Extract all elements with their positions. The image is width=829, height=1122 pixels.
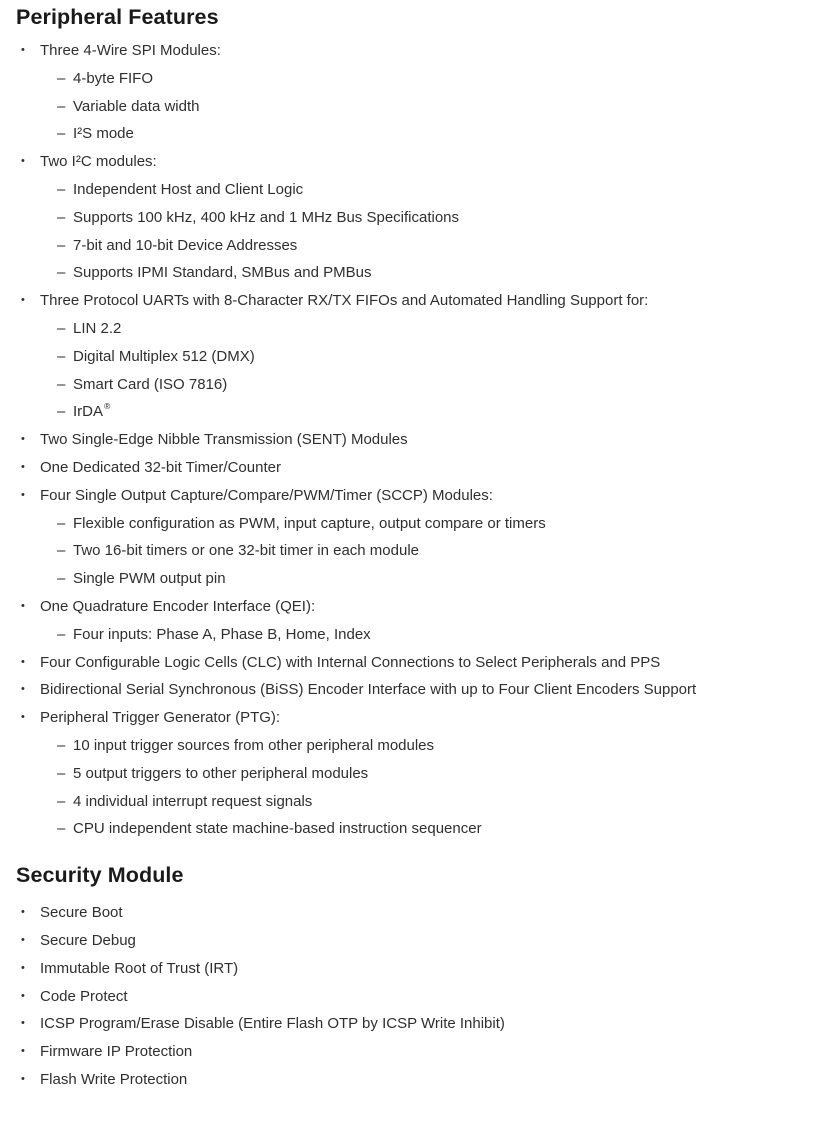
list-item — [0, 482, 829, 510]
list-subitem-text: LIN 2.2 — [73, 319, 122, 337]
list-subitem — [0, 760, 829, 788]
list-subitem — [0, 232, 829, 260]
list-subitem — [0, 815, 829, 843]
list-item-text: Firmware IP Protection — [40, 1043, 193, 1061]
list-item — [0, 148, 829, 176]
list-item — [0, 287, 829, 315]
bullet-marker: • — [21, 683, 25, 696]
bullet-marker: • — [21, 711, 25, 724]
list-item — [0, 1066, 829, 1094]
dash-marker: – — [57, 820, 66, 838]
dash-marker: – — [57, 347, 66, 365]
list-subitem-text: 5 output triggers to other peripheral modules — [73, 764, 369, 782]
list-item — [0, 1010, 829, 1038]
peripheral-features-list — [0, 37, 829, 843]
list-subitem-text: Variable data width — [73, 97, 200, 115]
list-subitem-text: CPU independent state machine-based instruction sequencer — [73, 820, 482, 838]
dash-marker: – — [57, 403, 66, 421]
list-subitem-text: 10 input trigger sources from other peripheral modules — [73, 736, 435, 754]
dash-marker: – — [57, 514, 66, 532]
list-item-text: Three 4-Wire SPI Modules: — [40, 42, 221, 59]
list-item-text: Peripheral Trigger Generator (PTG): — [40, 709, 281, 727]
bullet-marker: • — [21, 44, 25, 56]
list-item-text: Code Protect — [40, 987, 128, 1005]
bullet-marker: • — [21, 1045, 25, 1058]
list-subitem-text: Single PWM output pin — [73, 570, 226, 588]
bullet-marker: • — [21, 655, 25, 668]
list-item-text: Flash Write Protection — [40, 1070, 188, 1088]
dash-marker: – — [57, 97, 66, 115]
list-subitem — [0, 732, 829, 760]
bullet-marker: • — [21, 1017, 25, 1030]
list-subitem — [0, 621, 829, 649]
list-item — [0, 704, 829, 732]
list-item — [0, 955, 829, 983]
dash-marker: – — [57, 764, 66, 782]
list-item-text: Two Single-Edge Nibble Transmission (SENT) Modules — [40, 431, 408, 449]
bullet-marker: • — [21, 488, 25, 501]
section-title-peripheral-features: Peripheral Features — [16, 5, 219, 29]
list-item-text: One Dedicated 32-bit Timer/Counter — [40, 458, 281, 476]
list-item-text: Secure Debug — [40, 931, 136, 949]
bullet-marker: • — [21, 433, 25, 446]
list-subitem — [0, 176, 829, 204]
list-subitem — [0, 65, 829, 93]
list-subitem-text: 4 individual interrupt request signals — [73, 792, 313, 810]
bullet-marker: • — [21, 989, 25, 1002]
list-item — [0, 426, 829, 454]
list-item-text: One Quadrature Encoder Interface (QEI): — [40, 597, 316, 615]
list-item — [0, 1038, 829, 1066]
section-title-security-module: Security Module — [16, 863, 184, 888]
list-subitem — [0, 537, 829, 565]
bullet-marker: • — [21, 933, 25, 946]
list-subitem — [0, 259, 829, 287]
list-subitem-text: Independent Host and Client Logic — [73, 180, 304, 198]
list-item — [0, 649, 829, 677]
list-subitem-text: Supports 100 kHz, 400 kHz and 1 MHz Bus Specifications — [73, 208, 460, 226]
dash-marker: – — [57, 319, 66, 337]
list-item-text: ICSP Program/Erase Disable (Entire Flash OTP by ICSP Write Inhibit) — [40, 1015, 505, 1033]
list-subitem — [0, 788, 829, 816]
list-subitem-text: Flexible configuration as PWM, input capture, output compare or timers — [73, 514, 546, 532]
list-item — [0, 593, 829, 621]
bullet-marker: • — [21, 906, 25, 919]
list-item-text: Two I²C modules: — [40, 153, 157, 171]
bullet-marker: • — [21, 294, 25, 307]
dash-marker: – — [57, 625, 66, 643]
list-item — [0, 454, 829, 482]
list-item-text: Secure Boot — [40, 904, 123, 922]
dash-marker: – — [57, 208, 66, 226]
list-subitem — [0, 204, 829, 232]
dash-marker: – — [57, 264, 66, 282]
dash-marker: – — [57, 736, 66, 754]
list-subitem-text: Two 16-bit timers or one 32-bit timer in each module — [73, 542, 419, 560]
list-subitem-text: Digital Multiplex 512 (DMX) — [73, 347, 255, 365]
list-subitem-text: Smart Card (ISO 7816) — [73, 375, 228, 393]
list-item-text: Four Single Output Capture/Compare/PWM/Timer (SCCP) Modules: — [40, 486, 493, 504]
bullet-marker: • — [21, 460, 25, 473]
list-subitem — [0, 120, 829, 148]
list-item — [0, 927, 829, 955]
dash-marker: – — [57, 236, 66, 254]
list-subitem — [0, 343, 829, 371]
list-item-text: Immutable Root of Trust (IRT) — [40, 959, 239, 977]
dash-marker: – — [57, 570, 66, 588]
list-item — [0, 676, 829, 704]
list-subitem-text: Supports IPMI Standard, SMBus and PMBus — [73, 264, 372, 282]
dash-marker: – — [57, 792, 66, 810]
list-subitem — [0, 93, 829, 121]
list-subitem — [0, 510, 829, 538]
list-subitem-text: 7-bit and 10-bit Device Addresses — [73, 236, 298, 254]
list-item-text: Four Configurable Logic Cells (CLC) with Internal Connections to Select Peripherals and PPS — [40, 653, 661, 671]
list-subitem-text: IrDA — [73, 403, 103, 421]
list-subitem-text: I²S mode — [73, 125, 134, 143]
security-module-list — [0, 899, 829, 1094]
list-subitem — [0, 565, 829, 593]
dash-marker: – — [57, 542, 66, 560]
list-item — [0, 899, 829, 927]
list-item — [0, 37, 829, 65]
dash-marker: – — [57, 180, 66, 198]
bullet-marker: • — [21, 599, 25, 612]
list-subitem — [0, 371, 829, 399]
bullet-marker: • — [21, 961, 25, 974]
bullet-marker: • — [21, 1072, 25, 1085]
dash-marker: – — [57, 125, 66, 143]
dash-marker: – — [57, 375, 66, 393]
list-subitem-text: 4-byte FIFO — [73, 69, 154, 87]
list-item-text: Three Protocol UARTs with 8-Character RX/TX FIFOs and Automated Handling Support for: — [40, 292, 649, 310]
list-item-text: Bidirectional Serial Synchronous (BiSS) Encoder Interface with up to Four Client Encoders Support — [40, 681, 697, 699]
dash-marker: – — [57, 69, 66, 87]
list-item — [0, 983, 829, 1011]
list-subitem-irda: – IrDA ® — [0, 398, 829, 426]
bullet-marker: • — [21, 155, 25, 168]
list-subitem — [0, 315, 829, 343]
list-subitem-text: Four inputs: Phase A, Phase B, Home, Index — [73, 625, 371, 643]
